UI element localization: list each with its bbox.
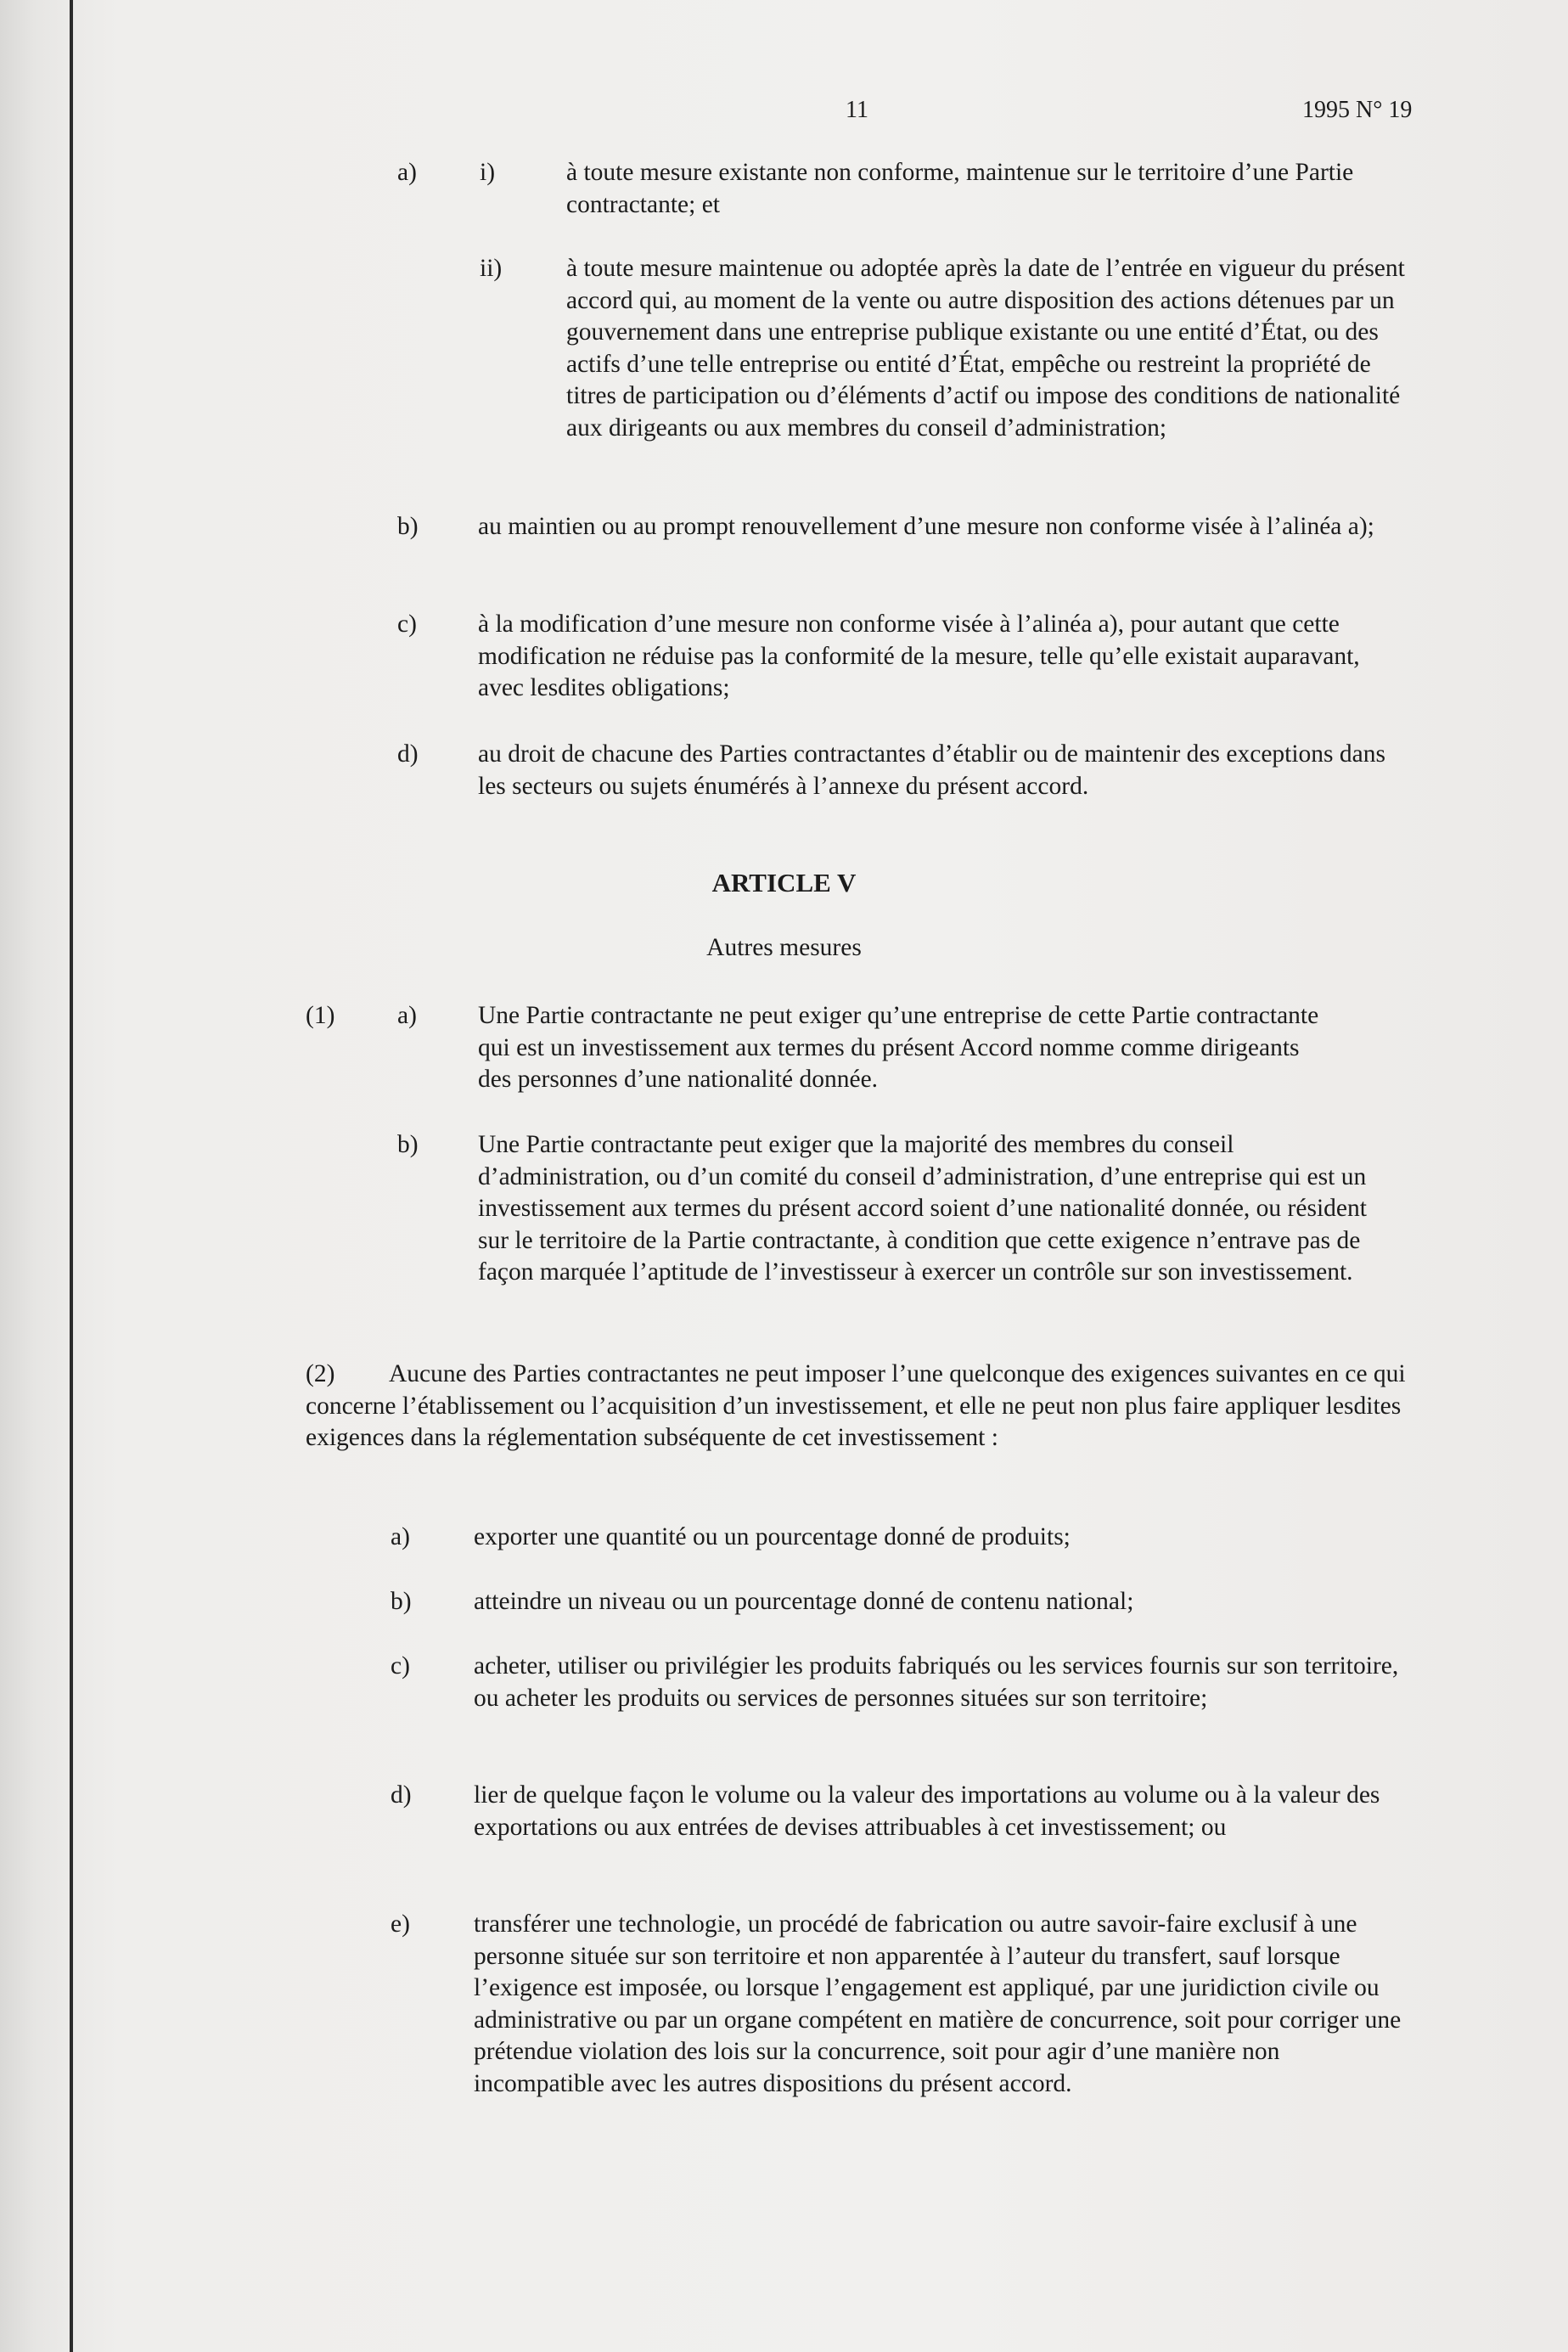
para-2-number: (2) (306, 1360, 335, 1387)
para-2-c-label: c) (391, 1652, 410, 1680)
item-c-text: à la modification d’une mesure non conforme visée à l’alinéa a), pour autant que cette modification ne réduise pas la conformité de la mesure, telle qu’elle existait auparavant, avec lesdites obligations; (478, 611, 1360, 702)
item-a-label: a) (397, 159, 417, 186)
para-2-e-label: e) (391, 1910, 410, 1938)
para-1-a-label: a) (397, 1002, 417, 1029)
item-a-i-label: i) (480, 159, 496, 186)
page-number: 11 (846, 97, 868, 123)
para-2-b-text: atteindre un niveau ou un pourcentage donné de contenu national; (474, 1588, 1134, 1615)
page-binding-shadow (0, 0, 73, 2352)
item-a-ii-text: à toute mesure maintenue ou adoptée après la date de l’entrée en vigueur du présent accord qui, au moment de la vente ou autre disposition des actions détenues par un gouvernement dans une entreprise publique existante ou une entité d’État, ou des actifs d’une telle entreprise ou entité d’État, empêche ou restreint la propriété de titres de participation ou d’éléments d’actif ou impose des conditions de nationalité aux dirigeants ou aux membres du conseil d’administration; (566, 255, 1405, 442)
para-2-e-text: transférer une technologie, un procédé de fabrication ou autre savoir-faire exclusif à une personne située sur son territoire et non apparentée à l’auteur du transfert, sauf lorsque l’exigence est imposée, ou lorsque l’engagement est appliqué, par une juridiction civile ou administrative ou par un organe compétent en matière de concurrence, soit pour corriger une prétendue violation des lois sur la concurrence, soit pour agir d’une manière non incompatible avec les autres dispositions du présent accord. (474, 1910, 1402, 2097)
para-2-d-label: d) (391, 1781, 412, 1809)
para-2-intro: Aucune des Parties contractantes ne peut imposer l’une quelconque des exigences suivantes en ce qui concerne l’établissement ou l’acquisition d’un investissement, et elle ne peut non plus faire appliquer lesdites exigences dans la réglementation subséquente de cet investissement : (306, 1360, 1406, 1452)
item-b-label: b) (397, 513, 419, 540)
item-b-text: au maintien ou au prompt renouvellement d’une mesure non conforme visée à l’alinéa a); (478, 513, 1374, 540)
item-c-label: c) (397, 611, 417, 638)
para-2-c-text: acheter, utiliser ou privilégier les produits fabriqués ou les services fournis sur son territoire, ou acheter les produits ou services de personnes situées sur son territoire; (474, 1652, 1399, 1712)
document-reference: 1995 N° 19 (1302, 97, 1413, 123)
para-2-d-text: lier de quelque façon le volume ou la valeur des importations au volume ou à la valeur des exportations ou aux entrées de devises attribuables à cet investissement; ou (474, 1781, 1380, 1841)
para-2-a-label: a) (391, 1523, 410, 1550)
article-subtitle: Autres mesures (706, 934, 862, 961)
para-1-a-text: Une Partie contractante ne peut exiger qu’une entreprise de cette Partie contractante qui est un investissement aux termes du présent Accord nomme comme dirigeants des personnes d’une nationalité donnée. (478, 1002, 1319, 1094)
item-d-text: au droit de chacune des Parties contractantes d’établir ou de maintenir des exceptions dans les secteurs ou sujets énumérés à l’annexe du présent accord. (478, 740, 1385, 800)
para-2-a-text: exporter une quantité ou un pourcentage donné de produits; (474, 1523, 1071, 1550)
para-2-b-label: b) (391, 1588, 412, 1615)
item-a-ii-label: ii) (480, 255, 503, 282)
para-1-number: (1) (306, 1002, 335, 1029)
binding-edge-line (70, 0, 73, 2352)
para-1-b-text: Une Partie contractante peut exiger que la majorité des membres du conseil d’administration, ou d’un comité du conseil d’administration, d’une entreprise qui est un investissement aux termes du présent accord soient d’une nationalité donnée, ou résident sur le territoire de la Partie contractante, à condition que cette exigence n’entrave pas de façon marquée l’aptitude de l’investisseur à exercer un contrôle sur son investissement. (478, 1131, 1367, 1286)
para-1-b-label: b) (397, 1131, 419, 1158)
item-d-label: d) (397, 740, 419, 768)
article-title: ARTICLE V (711, 868, 857, 897)
item-a-i-text: à toute mesure existante non conforme, maintenue sur le territoire d’une Partie contractante; et (566, 159, 1354, 218)
